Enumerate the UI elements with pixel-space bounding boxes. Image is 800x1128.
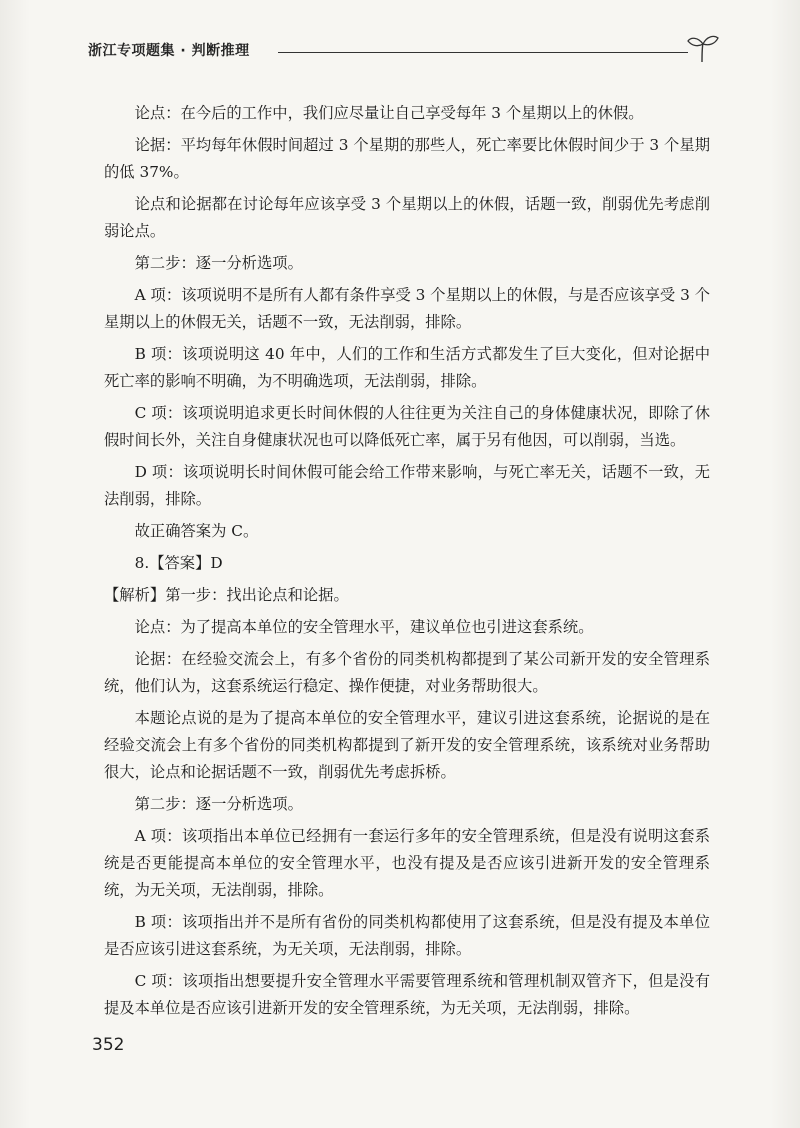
option-b-analysis: B 项：该项说明这 40 年中，人们的工作和生活方式都发生了巨大变化，但对论据中死亡率的影响不明确，为不明确选项，无法削弱，排除。 bbox=[104, 345, 710, 390]
analysis-paragraph: 本题论点说的是为了提高本单位的安全管理水平，建议引进这套系统，论据说的是在经验交流会上有多个省份的同类机构都提到了新开发的安全管理系统，该系统对业务帮助很大，论点和论据话题不一致，削弱优先考虑拆桥。 bbox=[104, 709, 710, 781]
evidence-paragraph: 论据：在经验交流会上，有多个省份的同类机构都提到了某公司新开发的安全管理系统，他们认为，这套系统运行稳定、操作便捷，对业务帮助很大。 bbox=[104, 650, 710, 695]
evidence-paragraph: 论据：平均每年休假时间超过 3 个星期的那些人，死亡率要比休假时间少于 3 个星期的低 37%。 bbox=[104, 136, 710, 181]
question-8-answer: 8.【答案】D bbox=[134, 554, 223, 572]
option-c-analysis: C 项：该项说明追求更长时间休假的人往往更为关注自己的身体健康状况，即除了休假时间长外，关注自身健康状况也可以降低死亡率，属于另有他因，可以削弱，当选。 bbox=[104, 404, 710, 449]
step-two-heading: 第二步：逐一分析选项。 bbox=[134, 254, 303, 272]
claim-paragraph: 论点：为了提高本单位的安全管理水平，建议单位也引进这套系统。 bbox=[134, 618, 594, 636]
option-a-analysis: A 项：该项指出本单位已经拥有一套运行多年的安全管理系统，但是没有说明这套系统是否更能提高本单位的安全管理水平，也没有提及是否应该引进新开发的安全管理系统，为无关项，无法削弱，排除。 bbox=[104, 827, 710, 899]
option-d-analysis: D 项：该项说明长时间休假可能会给工作带来影响，与死亡率无关，话题不一致，无法削弱，排除。 bbox=[104, 463, 710, 508]
explanation-step-one: 【解析】第一步：找出论点和论据。 bbox=[104, 586, 349, 604]
claim-paragraph: 论点：在今后的工作中，我们应尽量让自己享受每年 3 个星期以上的休假。 bbox=[134, 104, 644, 122]
page-number: 352 bbox=[92, 1035, 125, 1055]
correct-answer: 故正确答案为 C。 bbox=[134, 522, 259, 540]
body-text bbox=[104, 100, 710, 1027]
analysis-paragraph: 论点和论据都在讨论每年应该享受 3 个星期以上的休假，话题一致，削弱优先考虑削弱论点。 bbox=[104, 195, 710, 240]
running-header bbox=[88, 38, 728, 66]
sprout-icon bbox=[686, 34, 720, 64]
option-b-analysis: B 项：该项指出并不是所有省份的同类机构都使用了这套系统，但是没有提及本单位是否应该引进这套系统，为无关项，无法削弱，排除。 bbox=[104, 913, 710, 958]
header-rule bbox=[278, 52, 688, 53]
option-a-analysis: A 项：该项说明不是所有人都有条件享受 3 个星期以上的休假，与是否应该享受 3 个星期以上的休假无关，话题不一致，无法削弱，排除。 bbox=[104, 286, 710, 331]
running-title: 浙江专项题集 · 判断推理 bbox=[88, 43, 250, 59]
option-c-analysis: C 项：该项指出想要提升安全管理水平需要管理系统和管理机制双管齐下，但是没有提及本单位是否应该引进新开发的安全管理系统，为无关项，无法削弱，排除。 bbox=[104, 972, 710, 1017]
step-two-heading: 第二步：逐一分析选项。 bbox=[134, 795, 303, 813]
